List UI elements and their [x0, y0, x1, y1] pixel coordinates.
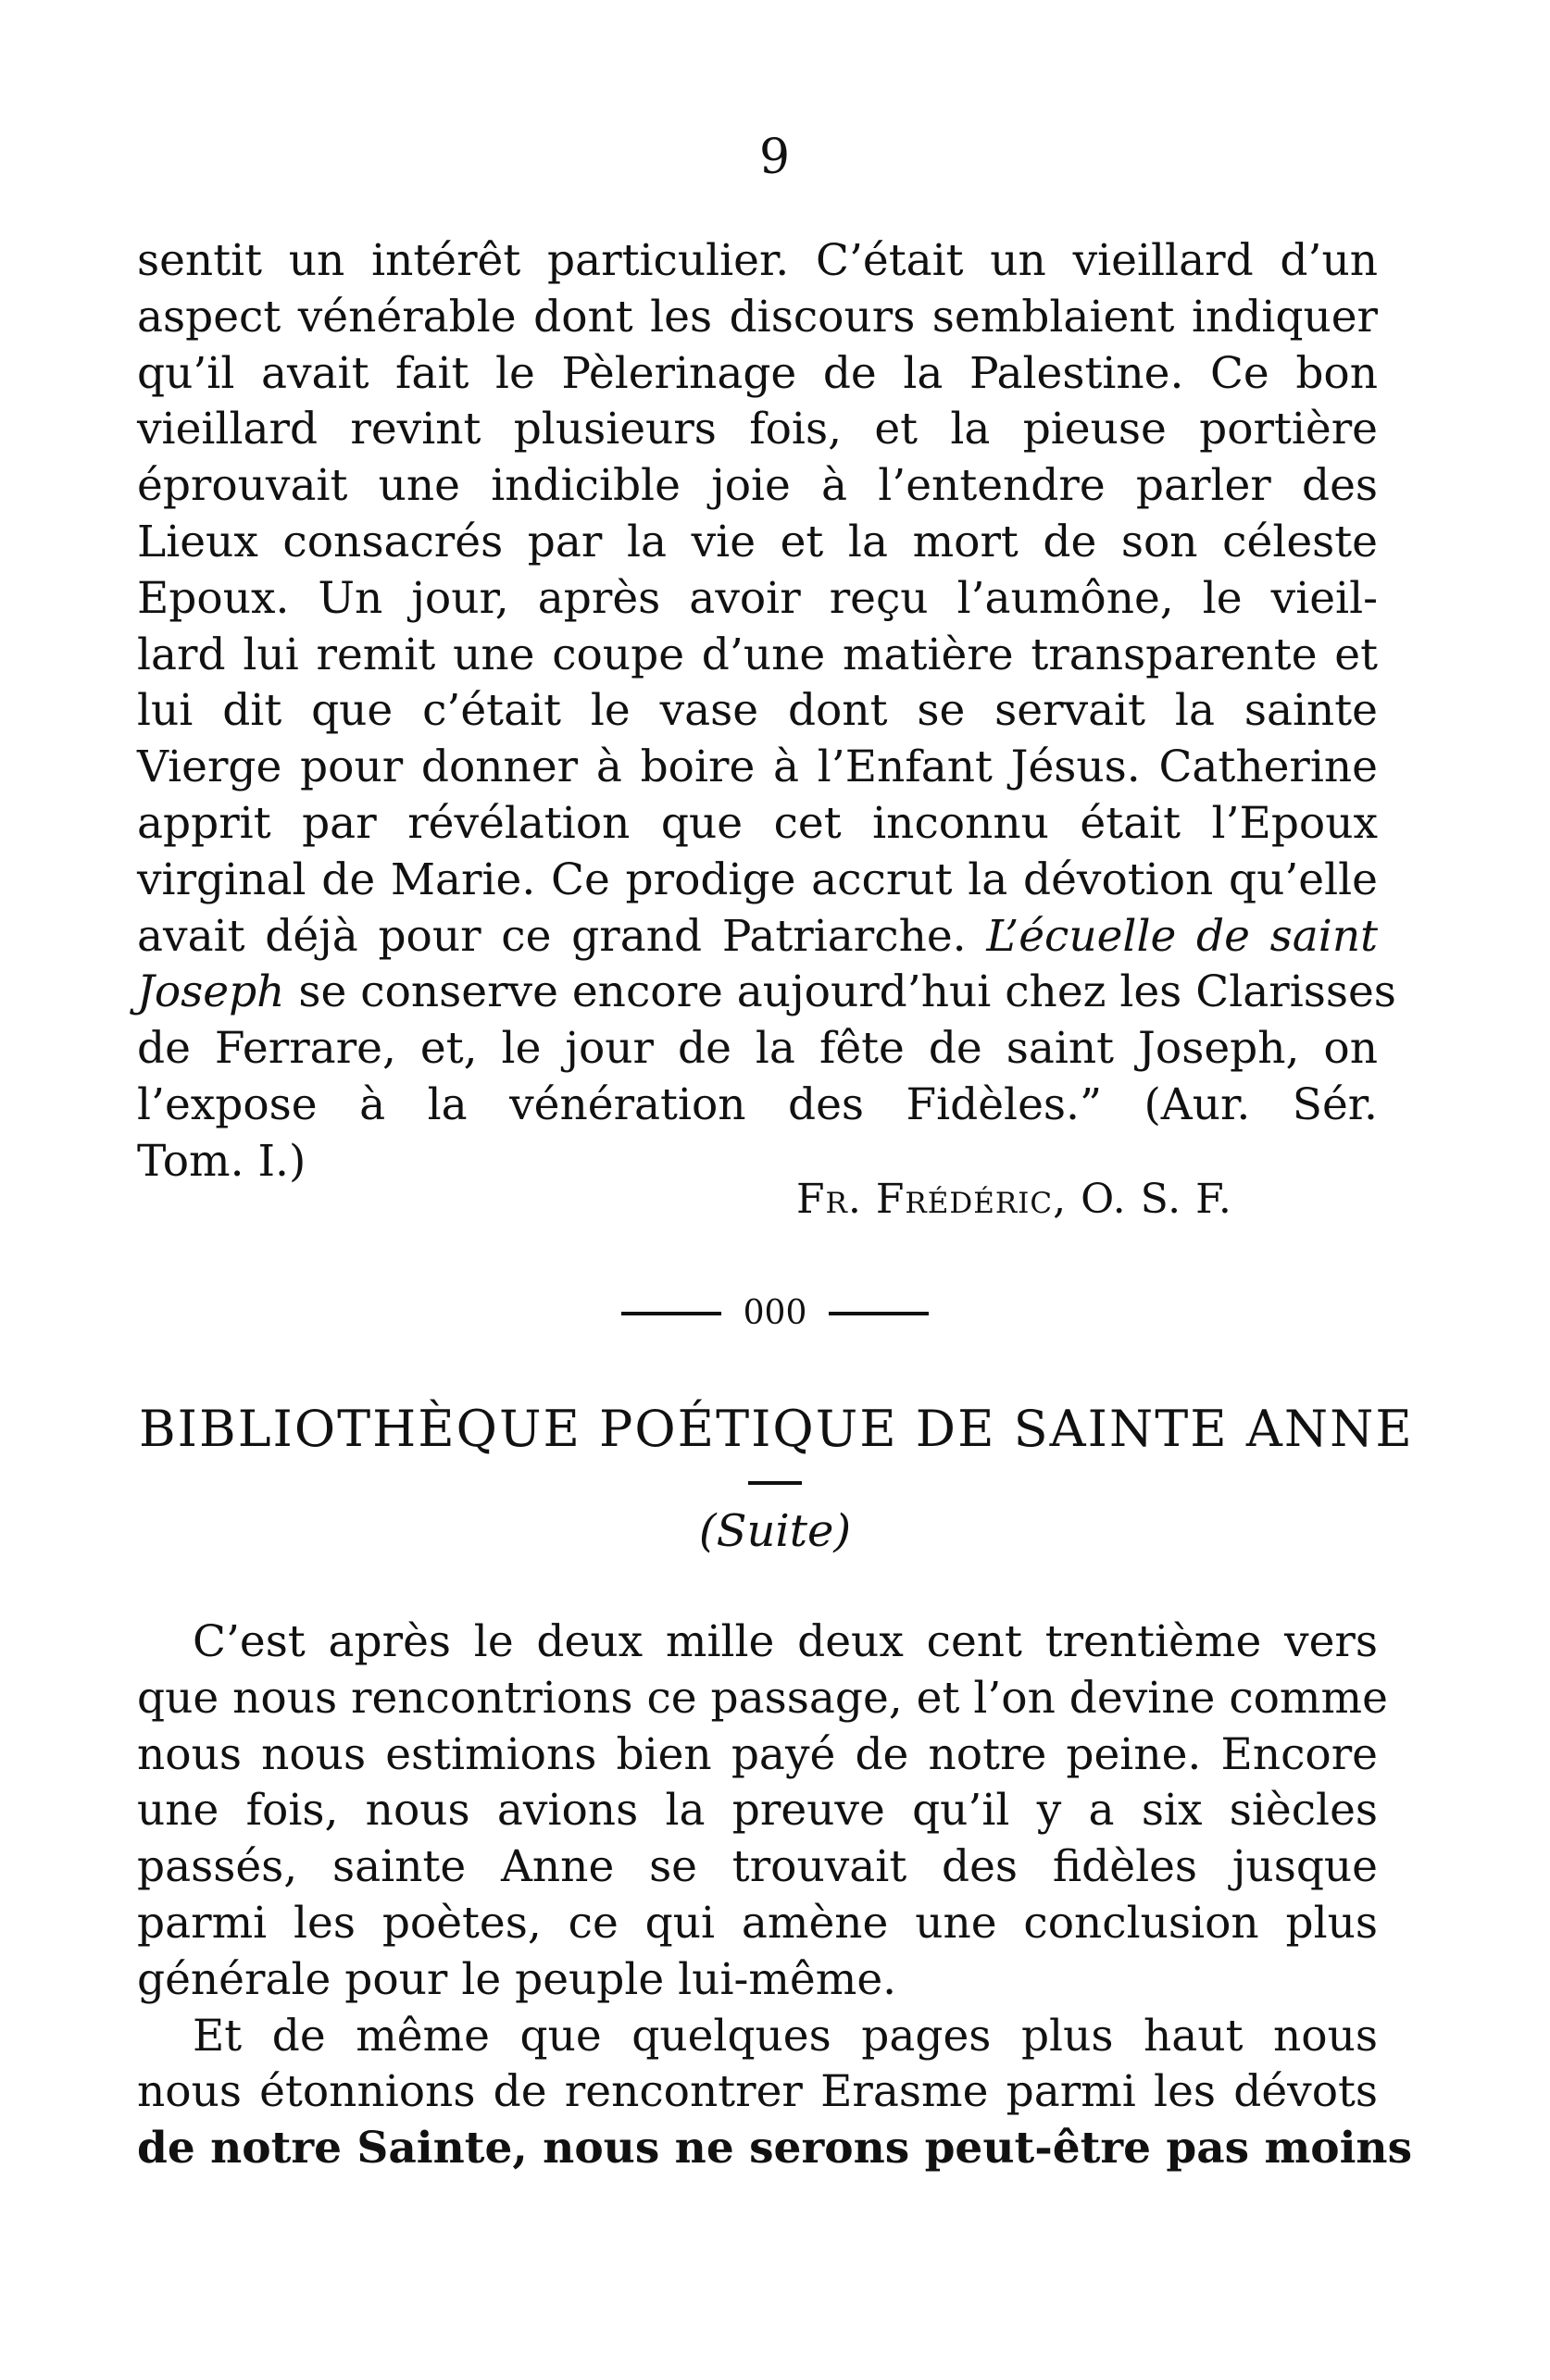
paragraph-line: de notre Sainte, nous ne serons peut-être pas moins — [137, 2123, 1413, 2174]
article-line: Epoux. Un jour, après avoir reçu l’aumône, le vieil- — [137, 572, 1378, 624]
paragraph-line: passés, sainte Anne se trouvait des fidèles jusque — [137, 1841, 1378, 1893]
article-continuation — [137, 233, 1396, 1190]
paragraph-line: parmi les poètes, ce qui amène une conclusion plus — [137, 1897, 1378, 1949]
paragraph-line: une fois, nous avions la preuve qu’il y a six siècles — [137, 1785, 1378, 1837]
section-body — [137, 1614, 1413, 2177]
article-line-with-italic — [137, 965, 1396, 1021]
section-separator — [0, 1294, 1550, 1332]
article-line: qu’il avait fait le Pèlerinage de la Palestine. Ce bon — [137, 347, 1378, 399]
separator-rule-left — [621, 1312, 721, 1315]
article-line: l’expose à la vénération des Fidèles.” (Aur. Sér. — [137, 1078, 1378, 1130]
separator-rule-right — [829, 1312, 929, 1315]
article-line: aspect vénérable dont les discours semblaient indiquer — [137, 291, 1378, 343]
paragraph-line: C’est après le deux mille deux cent trentième vers — [193, 1616, 1378, 1667]
article-line-with-italic — [137, 909, 1378, 966]
article-line: éprouvait une indicible joie à l’entendre parler des — [137, 460, 1378, 512]
italic-phrase: Joseph — [137, 966, 285, 1018]
signature-suffix: O. S. F. — [1081, 1176, 1232, 1223]
article-line: vieillard revint plusieurs fois, et la pieuse portière — [137, 404, 1378, 455]
article-line: avait déjà pour ce grand Patriarche. — [137, 910, 967, 962]
author-signature — [796, 1176, 1232, 1223]
article-line: Lieux consacrés par la vie et la mort de son céleste — [137, 516, 1378, 567]
paragraph-line: Et de même que quelques pages plus haut nous — [193, 2010, 1378, 2062]
separator-text: 000 — [743, 1294, 807, 1332]
article-line: sentit un intérêt particulier. C’était un vieillard d’un — [137, 235, 1378, 286]
page-number: 9 — [758, 130, 792, 185]
paragraph-line: nous étonnions de rencontrer Erasme parmi les dévots — [137, 2066, 1378, 2118]
article-line: Vierge pour donner à boire à l’Enfant Jésus. Catherine — [137, 741, 1378, 793]
article-line: de Ferrare, et, le jour de la fête de saint Joseph, on — [137, 1023, 1378, 1075]
paragraph-line: nous nous estimions bien payé de notre peine. Encore — [137, 1728, 1378, 1780]
italic-phrase: L’écuelle de saint — [986, 910, 1378, 962]
signature-name: Frédéric, — [875, 1176, 1068, 1223]
article-line: se conserve encore aujourd’hui chez les Clarisses — [298, 966, 1396, 1018]
paragraph-line: générale pour le peuple lui-même. — [137, 1953, 897, 2005]
article-line: virginal de Marie. Ce prodige accrut la dévotion qu’elle — [137, 854, 1378, 905]
article-line: apprit par révélation que cet inconnu était l’Epoux — [137, 797, 1378, 849]
article-line: lui dit que c’était le vase dont se servait la sainte — [137, 685, 1378, 737]
section-title: BIBLIOTHÈQUE POÉTIQUE DE SAINTE ANNE — [139, 1400, 1414, 1458]
article-line: lard lui remit une coupe d’une matière transparente et — [137, 629, 1378, 680]
article-line: Tom. I.) — [137, 1135, 306, 1187]
signature-prefix: Fr. — [796, 1176, 862, 1223]
paragraph-line: que nous rencontrions ce passage, et l’on devine comme — [137, 1672, 1388, 1724]
title-dash — [748, 1481, 802, 1485]
section-subtitle: (Suite) — [698, 1505, 852, 1557]
